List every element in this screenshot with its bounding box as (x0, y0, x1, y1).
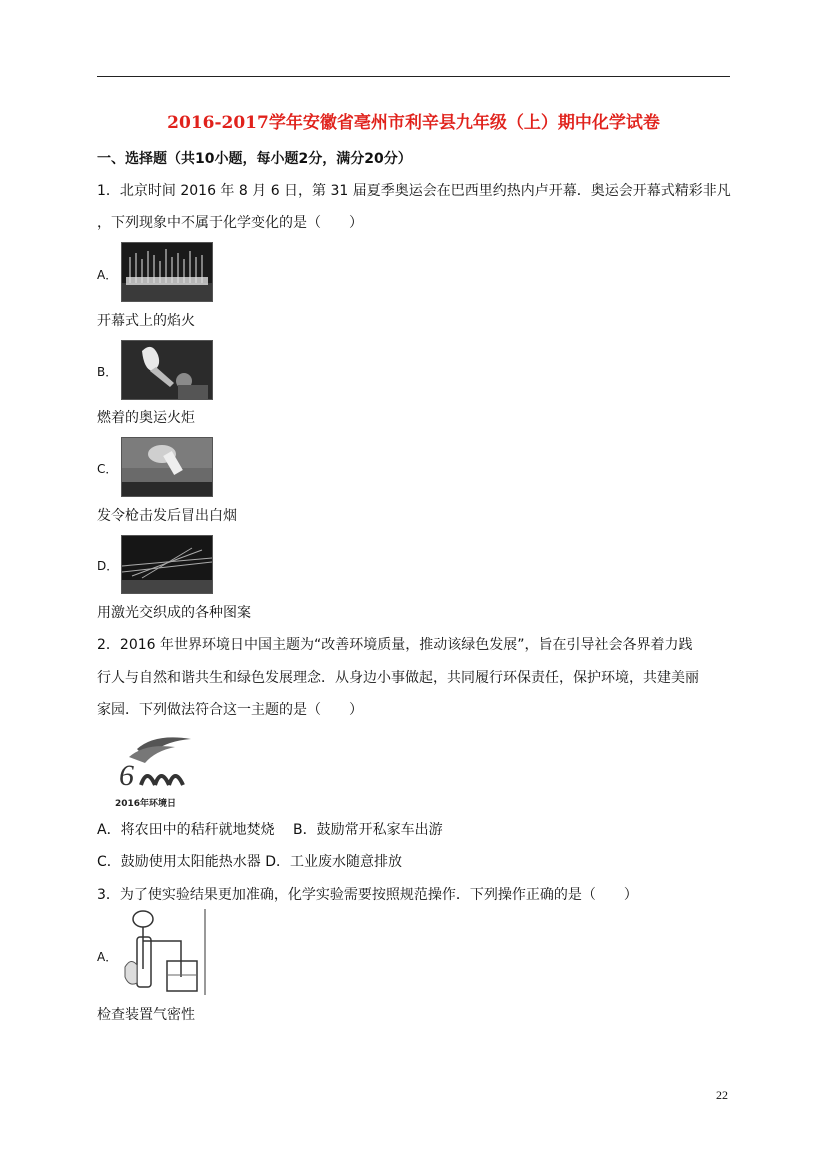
header-rule (97, 76, 730, 77)
q1-option-b-caption: 燃着的奥运火炬 (97, 410, 195, 426)
page-title: 2016-2017学年安徽省亳州市利辛县九年级（上）期中化学试卷 (167, 113, 660, 133)
q2-stem-line1: 2．2016 年世界环境日中国主题为“改善环境质量，推动该绿色发展”，旨在引导社会各界着力践 (97, 637, 693, 653)
q1-option-a-caption: 开幕式上的焰火 (97, 313, 195, 329)
laser-show-image (121, 535, 213, 594)
fireworks-image (121, 242, 213, 302)
q1-option-d-caption: 用激光交织成的各种图案 (97, 605, 251, 621)
starting-gun-image (121, 437, 213, 497)
torch-image (121, 340, 213, 400)
q1-option-b-letter: B． (97, 365, 118, 379)
q2-stem-line3: 家园．下列做法符合这一主题的是（ ） (97, 702, 363, 718)
environment-day-logo-graphic (115, 733, 197, 791)
section-heading: 一、选择题（共10小题，每小题2分，满分20分） (97, 151, 412, 167)
page-number: 22 (716, 1088, 728, 1102)
svg-text:6: 6 (119, 759, 134, 791)
q3-stem: 3．为了使实验结果更加准确，化学实验需要按照规范操作．下列操作正确的是（ ） (97, 887, 638, 903)
q1-option-d-letter: D． (97, 559, 119, 573)
q3-option-a-caption: 检查装置气密性 (97, 1007, 195, 1023)
q1-stem-line1: 1．北京时间 2016 年 8 月 6 日，第 31 届夏季奥运会在巴西里约热内卢开幕．奥运会开幕式精彩非凡 (97, 183, 731, 199)
q2-stem-line2: 行人与自然和谐共生和绿色发展理念．从身边小事做起，共同履行环保责任，保护环境，共建美丽 (97, 670, 699, 686)
q3-option-a-letter: A． (97, 950, 118, 964)
environment-day-logo-text: 2016年环境日 (115, 799, 177, 809)
q2-options-line2: C．鼓励使用太阳能热水器 D．工业废水随意排放 (97, 854, 403, 870)
q1-option-c-letter: C． (97, 462, 118, 476)
q1-stem-line2: ，下列现象中不属于化学变化的是（ ） (97, 215, 363, 231)
q1-option-a-letter: A． (97, 268, 118, 282)
q1-option-c-caption: 发令枪击发后冒出白烟 (97, 508, 237, 524)
environment-day-logo (115, 733, 197, 809)
airtightness-apparatus-image (121, 907, 207, 997)
q2-options-line1: A．将农田中的秸秆就地焚烧 B．鼓励常开私家车出游 (97, 822, 443, 838)
